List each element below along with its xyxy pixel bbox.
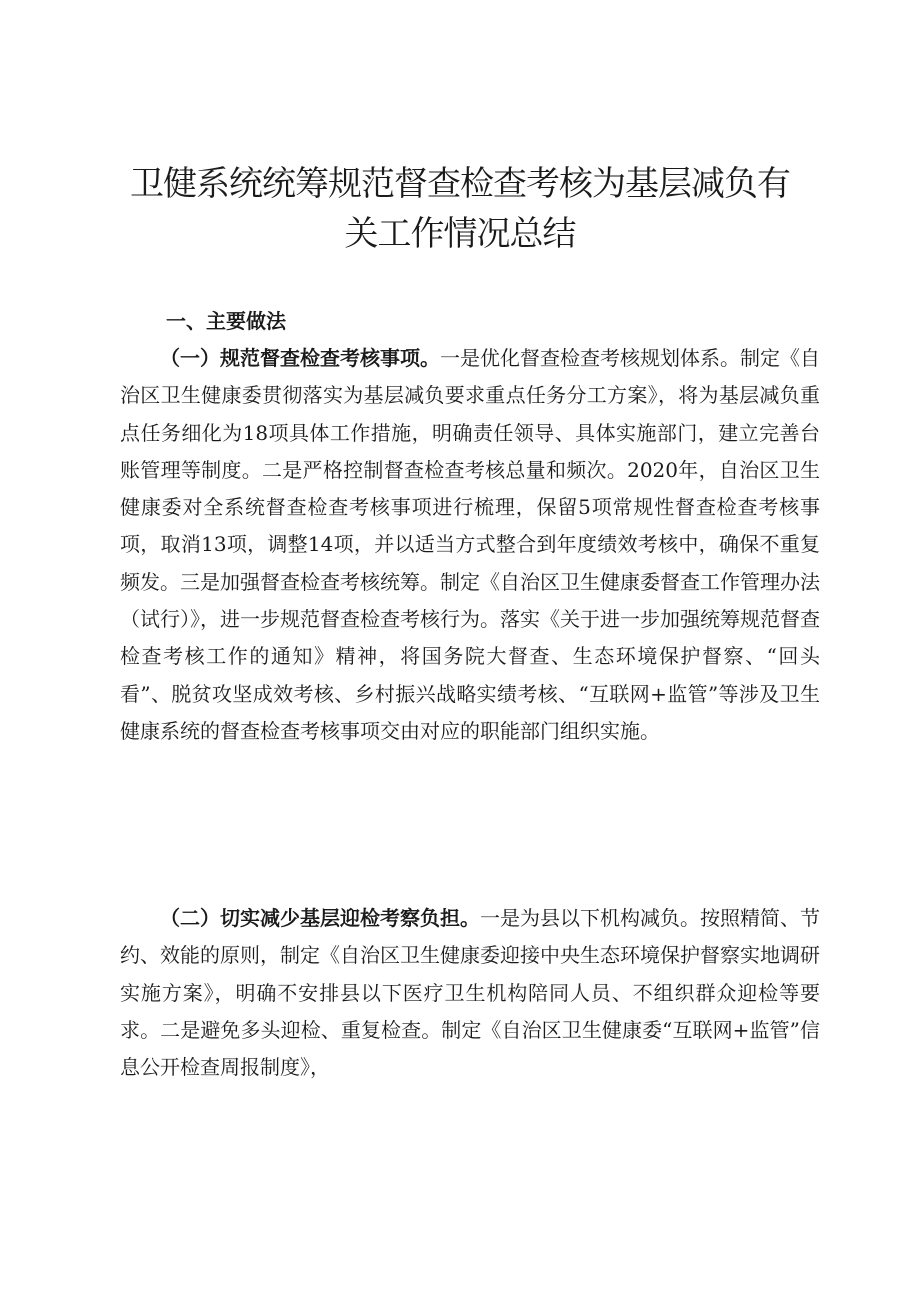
subsection-heading-1: （一）规范督查检查考核事项。 — [160, 346, 440, 370]
document-title-line-1: 卫健系统统筹规范督查检查考核为基层减负有 — [130, 164, 790, 204]
section-heading-main-practices: 一、主要做法 — [166, 309, 286, 333]
paragraph-reduce-burden — [120, 900, 820, 1086]
document-title-line-2: 关工作情况总结 — [344, 214, 576, 254]
paragraph-standardize-inspections — [120, 340, 820, 750]
paragraph-1-text: 一是优化督查检查考核规划体系。制定《自治区卫生健康委贯彻落实为基层减负要求重点任务分工方案》，将为基层减负重点任务细化为18项具体工作措施，明确责任领导、具体实施部门，建立完善台账管理等制度。二是严格控制督查检查考核总量和频次。2020年，自治区卫生健康委对全系统督查检查考核事项进行梳理，保留5项常规性督查检查考核事项，取消13项，调整14项，并以适当方式整合到年度绩效考核中，确保不重复频发。三是加强督查检查考核统筹。制定《自治区卫生健康委督查工作管理办法（试行）》，进一步规范督查检查考核行为。落实《关于进一步加强统筹规范督查检查考核工作的通知》精神，将国务院大督查、生态环境保护督察、“回头看”、脱贫攻坚成效考核、乡村振兴战略实绩考核、“互联网+监管”等涉及卫生健康系统的督查检查考核事项交由对应的职能部门组织实施。 — [120, 346, 820, 743]
paragraph-2-text: 一是为县以下机构减负。按照精简、节约、效能的原则，制定《自治区卫生健康委迎接中央生态环境保护督察实地调研实施方案》，明确不安排县以下医疗卫生机构陪同人员、不组织群众迎检等要求。二是避免多头迎检、重复检查。制定《自治区卫生健康委“互联网+监管”信息公开检查周报制度》， — [120, 906, 820, 1080]
subsection-heading-2: （二）切实减少基层迎检考察负担。 — [160, 906, 480, 930]
